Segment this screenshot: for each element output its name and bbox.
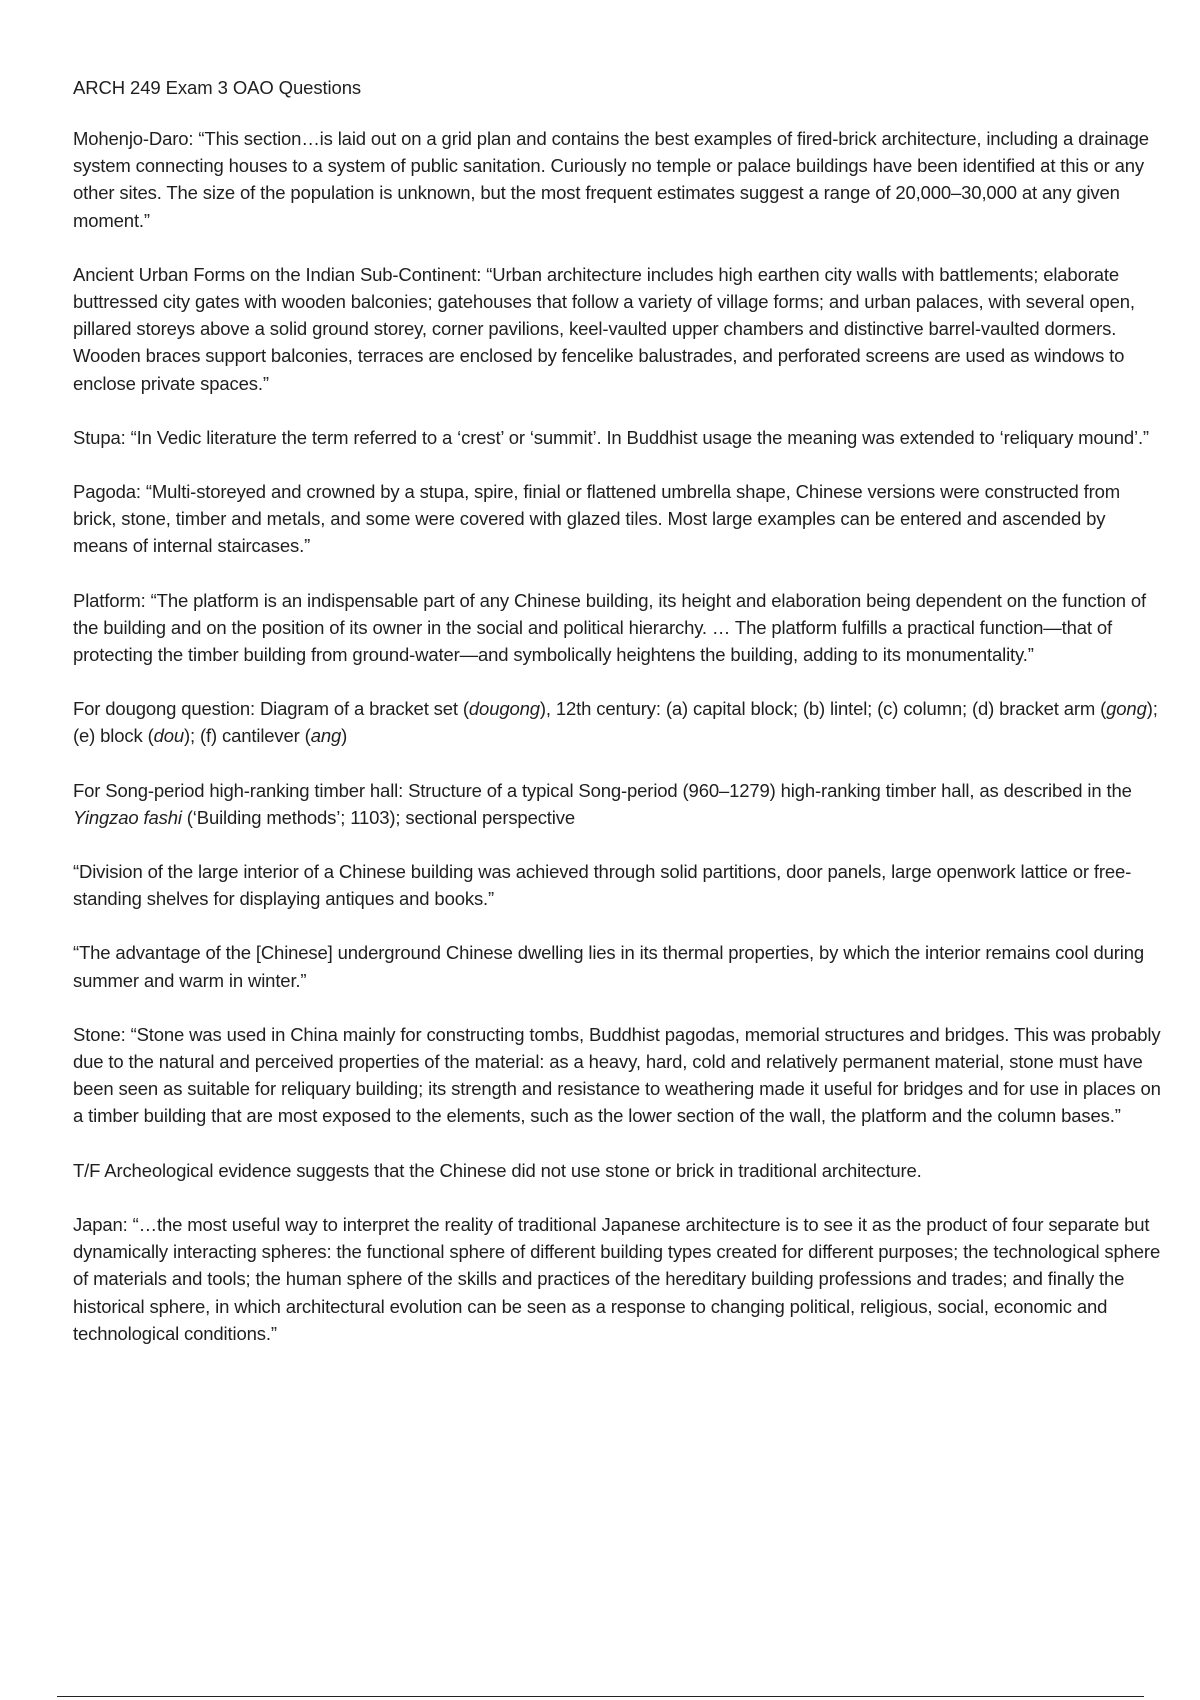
- paragraph-text: ); (f) cantilever (: [184, 725, 311, 747]
- paragraph-list: [73, 125, 1163, 1347]
- paragraph-text: Mohenjo-Daro: “This section…is laid out on a grid plan and contains the best examples of fired-brick architecture, including a drainage system connecting houses to a system of public sanitation. Curiously no temple or palace buildings have been identified at this or any other sites. The size of the population is unknown, but the most frequent estimates suggest a range of 20,000–30,000 at any given moment.”: [73, 128, 1149, 231]
- paragraph: [73, 1021, 1163, 1130]
- italic-term: Yingzao fashi: [73, 806, 182, 828]
- paragraph: [73, 1211, 1163, 1347]
- paragraph: [73, 424, 1163, 451]
- paragraph: [73, 261, 1163, 397]
- document-title: ARCH 249 Exam 3 OAO Questions: [73, 77, 362, 98]
- paragraph-text: T/F Archeological evidence suggests that the Chinese did not use stone or brick in traditional architecture.: [73, 1159, 922, 1181]
- paragraph-text: For dougong question: Diagram of a bracket set (: [73, 698, 469, 720]
- paragraph: [73, 1157, 1163, 1184]
- italic-term: gong: [1106, 698, 1147, 720]
- paragraph-text: Stone: “Stone was used in China mainly for constructing tombs, Buddhist pagodas, memorial structures and bridges. This was probably due to the natural and perceived properties of the material: as a heavy, hard, cold and relatively permanent material, stone must have been seen as suitable for reliquary building; its strength and resistance to weathering made it useful for bridges and for use in places on a timber building that are most exposed to the elements, such as the lower section of the wall, the platform and the column bases.”: [73, 1023, 1161, 1127]
- footer-rule: [57, 1696, 1144, 1697]
- paragraph: [73, 695, 1163, 749]
- paragraph-text: Ancient Urban Forms on the Indian Sub-Continent: “Urban architecture includes high earthen city walls with battlements; elaborate buttressed city gates with wooden balconies; gatehouses that follow a variety of village forms; and urban palaces, with several open, pillared storeys above a solid ground storey, corner pavilions, keel-vaulted upper chambers and distinctive barrel-vaulted dormers. Wooden braces support balconies, terraces are enclosed by fencelike balustrades, and perforated screens are used as windows to enclose private spaces.”: [73, 263, 1135, 394]
- paragraph: [73, 478, 1163, 560]
- paragraph-text: “The advantage of the [Chinese] underground Chinese dwelling lies in its thermal properties, by which the interior remains cool during summer and warm in winter.”: [73, 942, 1144, 991]
- paragraph: [73, 587, 1163, 669]
- document-page: [73, 74, 1163, 1374]
- paragraph: [73, 858, 1163, 912]
- paragraph: [73, 125, 1163, 234]
- italic-term: ang: [310, 725, 342, 747]
- paragraph-text: ); (e) block (: [73, 698, 1158, 747]
- paragraph-text: Pagoda: “Multi-storeyed and crowned by a stupa, spire, finial or flattened umbrella shape, Chinese versions were constructed from brick, stone, timber and metals, and some were covered with glazed tiles. Most large examples can be entered and ascended by means of internal staircases.”: [73, 481, 1121, 557]
- paragraph: [73, 939, 1163, 993]
- paragraph-text: (‘Building methods’; 1103); sectional perspective: [181, 806, 576, 828]
- paragraph-text: For Song-period high-ranking timber hall: Structure of a typical Song-period (960–1279) high-ranking timber hall, as described in the: [73, 779, 1132, 801]
- italic-term: dou: [153, 725, 185, 747]
- paragraph: [73, 777, 1163, 831]
- paragraph-text: Japan: “…the most useful way to interpret the reality of traditional Japanese architecture is to see it as the product of four separate but dynamically interacting spheres: the functional sphere of different building types created for different purposes; the technological sphere of materials and tools; the human sphere of the skills and practices of the hereditary building professions and trades; and finally the historical sphere, in which architectural evolution can be seen as a response to changing political, religious, social, economic and technological conditions.”: [73, 1213, 1161, 1344]
- paragraph-text: ): [341, 725, 348, 747]
- paragraph-text: ), 12th century: (a) capital block; (b) lintel; (c) column; (d) bracket arm (: [539, 698, 1107, 720]
- italic-term: dougong: [468, 698, 540, 720]
- paragraph-text: “Division of the large interior of a Chinese building was achieved through solid partitions, door panels, large openwork lattice or free-standing shelves for displaying antiques and books.”: [73, 861, 1132, 910]
- paragraph-text: Platform: “The platform is an indispensable part of any Chinese building, its height and elaboration being dependent on the function of the building and on the position of its owner in the social and political hierarchy. … The platform fulfills a practical function—that of protecting the timber building from ground-water—and symbolically heightens the building, adding to its monumentality.”: [73, 589, 1146, 666]
- paragraph-text: Stupa: “In Vedic literature the term referred to a ‘crest’ or ‘summit’. In Buddhist usage the meaning was extended to ‘reliquary mound’.”: [73, 426, 1149, 448]
